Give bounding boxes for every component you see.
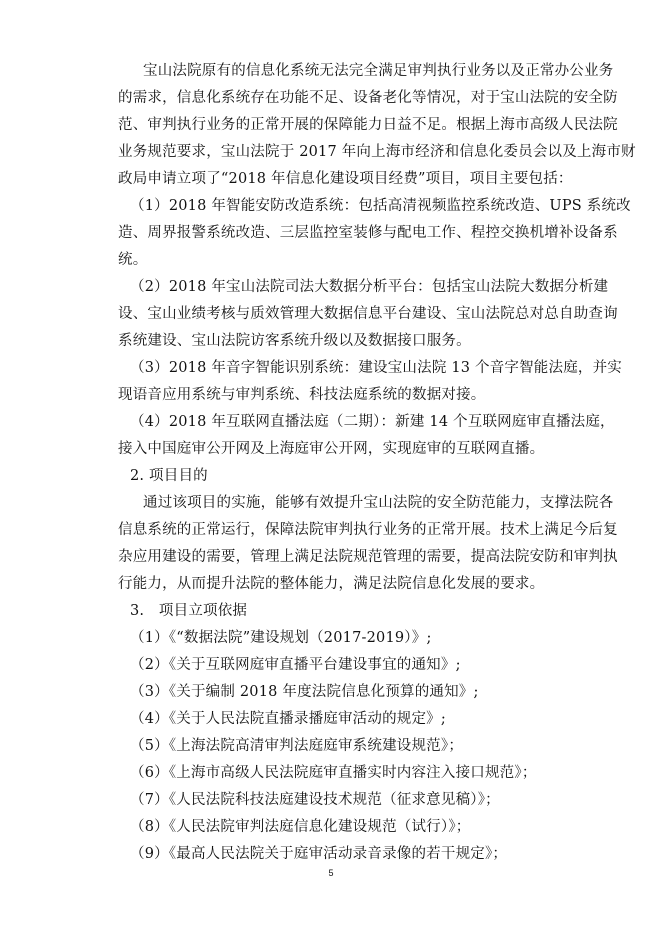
list-item-line: （4）2018 年互联网直播法庭（二期）：新建 14 个互联网庭审直播法庭， — [130, 414, 615, 430]
reference-item: （7）《人民法院科技法庭建设技术规范（征求意见稿）》； — [130, 792, 500, 808]
paragraph-line: 政局申请立项了“2018 年信息化建设项目经费”项目，项目主要包括： — [118, 171, 573, 187]
list-item-line: （2）2018 年宝山法院司法大数据分析平台：包括宝山法院大数据分析建 — [130, 279, 609, 295]
page-number: 5 — [328, 868, 334, 878]
reference-item: （5）《上海法院高清审判法庭庭审系统建设规范》； — [130, 738, 464, 754]
list-item-line: 现语音应用系统与审判系统、科技法庭系统的数据对接。 — [118, 387, 486, 403]
paragraph-line: 业务规范要求，宝山法院于 2017 年向上海市经济和信息化委员会以及上海市财 — [118, 144, 636, 160]
section-heading: 3. 项目立项依据 — [130, 603, 248, 619]
paragraph-line: 的需求，信息化系统存在功能不足、设备老化等情况，对于宝山法院的安全防 — [118, 90, 618, 106]
list-item-line: （1）2018 年智能安防改造系统：包括高清视频监控系统改造、UPS 系统改 — [130, 198, 631, 214]
list-item-line: （3）2018 年音字智能识别系统：建设宝山法院 13 个音字智能法庭，并实 — [130, 360, 623, 376]
paragraph-line: 行能力，从而提升法院的整体能力，满足法院信息化发展的要求。 — [118, 576, 545, 592]
list-item-line: 接入中国庭审公开网及上海庭审公开网，实现庭审的互联网直播。 — [118, 441, 545, 457]
list-item-line: 系统建设、宝山法院访客系统升级以及数据接口服务。 — [118, 333, 471, 349]
list-item-line: 统。 — [118, 252, 148, 268]
reference-item: （1）《“数据法院”建设规划（2017-2019）》; — [130, 630, 432, 646]
paragraph-line: 信息系统的正常运行，保障法院审判执行业务的正常开展。技术上满足今后复 — [118, 522, 618, 538]
list-item-line: 设、宝山业绩考核与质效管理大数据信息平台建设、宝山法院总对总自助查询 — [118, 306, 618, 322]
reference-item: （4）《关于人民法院直播录播庭审活动的规定》; — [130, 711, 446, 727]
reference-item: （8）《人民法院审判法庭信息化建设规范（试行）》； — [130, 819, 471, 835]
section-heading: 2. 项目目的 — [130, 468, 208, 484]
paragraph-line: 宝山法院原有的信息化系统无法完全满足审判执行业务以及正常办公业务 — [143, 63, 614, 79]
reference-item: （6）《上海市高级人民法院庭审直播实时内容注入接口规范》； — [130, 765, 537, 781]
paragraph-line: 杂应用建设的需要，管理上满足法院规范管理的需要，提高法院安防和审判执 — [118, 549, 618, 565]
list-item-line: 造、周界报警系统改造、三层监控室装修与配电工作、程控交换机增补设备系 — [118, 225, 618, 241]
paragraph-line: 范、审判执行业务的正常开展的保障能力日益不足。根据上海市高级人民法院 — [118, 117, 618, 133]
reference-item: （9）《最高人民法院关于庭审活动录音录像的若干规定》； — [130, 846, 508, 862]
reference-item: （2）《关于互联网庭审直播平台建设事宜的通知》; — [130, 657, 461, 673]
paragraph-line: 通过该项目的实施，能够有效提升宝山法院的安全防范能力，支撑法院各 — [143, 495, 614, 511]
reference-item: （3）《关于编制 2018 年度法院信息化预算的通知》; — [130, 684, 479, 700]
